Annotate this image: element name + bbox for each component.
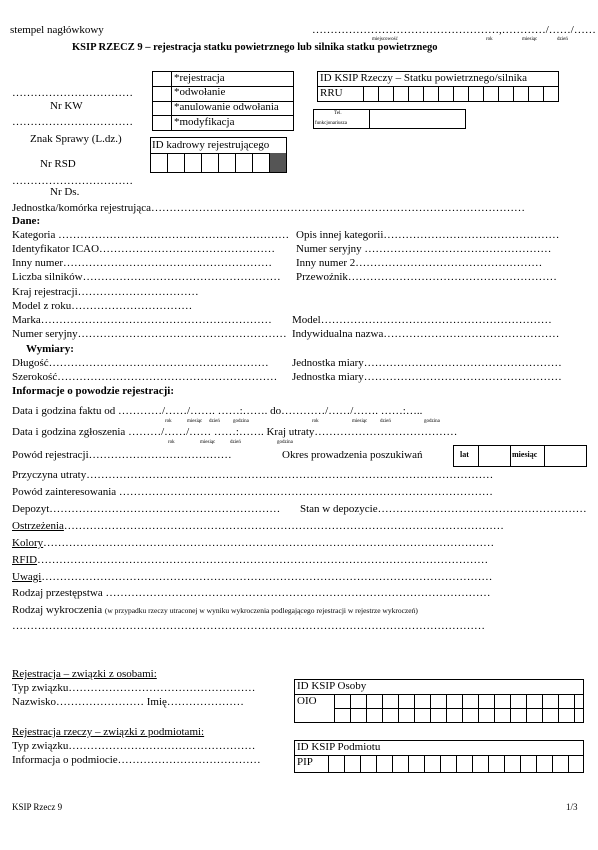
field-uwagi[interactable]: Uwagi…………………………………………………………………………………………………………… [12,571,493,583]
lbl-fakt-godzina: godzina [233,419,249,424]
op-rejestracja[interactable]: *rejestracja [174,72,225,84]
field-jednostka-miary-2[interactable]: Jednostka miary……………………………………………… [292,371,562,383]
wymiary-heading: Wymiary: [26,343,74,355]
footer-page-number: 1/3 [566,802,578,812]
okres-lat-label: lat [460,450,469,459]
field-powod-zainteresowania[interactable]: Powód zainteresowania ………………………………………………………………………………………… [12,486,493,498]
lbl-fakt-rok-2: rok [312,419,319,424]
field-typ-zwiazku-podmiot[interactable]: Typ związku…………………………………………… [12,740,256,752]
lbl-zgl-dzien: dzień [230,440,241,445]
field-powod-rejestracji[interactable]: Powód rejestracji………………………………… [12,449,232,461]
field-stan-w-depozycie[interactable]: Stan w depozycie………………………………………………… [300,503,587,515]
field-model[interactable]: Model……………………………………………………… [292,314,552,326]
id-ksip-osoby-label: ID KSIP Osoby [297,680,367,692]
field-numer-seryjny-2[interactable]: Numer seryjny …………………………………………… [296,243,552,255]
lbl-fakt-rok: rok [165,419,172,424]
field-depozyt[interactable]: Depozyt……………………………………………………… [12,503,281,515]
place-date-dots: ……………………………………………,…………/……/…… [312,24,596,36]
oio-cells[interactable] [295,694,583,722]
jednostka-rejestrujaca[interactable]: Jednostka/komórka rejestrująca………………………………………………………………………………………… [12,202,525,214]
rsd-label: Nr RSD [40,158,76,170]
podmioty-heading: Rejestracja rzeczy – związki z podmiotami: [12,726,205,738]
header-stamp: stempel nagłówkowy [10,24,104,36]
okres-miesiac-label: miesiąc [512,450,538,459]
field-rodzaj-wykroczenia[interactable]: Rodzaj wykroczenia (w przypadku rzeczy utraconej w wyniku wykroczenia podlegającego rejestracji w rejestrze wykroczeń) [12,604,418,616]
label-month: miesiąc [522,37,538,42]
field-data-zgloszenia[interactable]: Data i godzina zgłoszenia ………/……/…… ……:……. Kraj utraty………………………………… [12,426,458,438]
field-przyczyna-utraty[interactable]: Przyczyna utraty………………………………………………………………………………………………… [12,469,494,481]
field-inny-numer-2[interactable]: Inny numer 2…………………………………………… [296,257,543,269]
lbl-fakt-miesiac: miesiąc [187,419,203,424]
rsd-dots: …………………………… [12,175,133,187]
kw-dots-2: …………………………… [12,116,133,128]
op-anulowanie[interactable]: *anulowanie odwołania [174,101,279,113]
tel-label: Tel. [334,111,342,116]
label-day: dzień [557,37,568,42]
field-kraj-rejestracji[interactable]: Kraj rejestracji…………………………… [12,286,199,298]
wykroczenia-dots[interactable]: ………………………………………………………………………………………………………………… [12,620,485,632]
okres-poszukiwan-label: Okres prowadzenia poszukiwań [282,449,423,461]
field-dlugosc[interactable]: Długość…………………………………………………… [12,357,269,369]
tel-input[interactable] [370,112,464,126]
oio-label: OIO [297,695,317,707]
lbl-zgl-miesiac: miesiąc [200,440,216,445]
id-ksip-rzeczy-label: ID KSIP Rzeczy – Statku powietrznego/silnika [320,72,528,84]
rru-label: RRU [320,87,343,99]
field-inny-numer[interactable]: Inny numer………………………………………………… [12,257,273,269]
footer-form-name: KSIP Rzecz 9 [12,802,63,812]
field-indywidualna-nazwa[interactable]: Indywidualna nazwa………………………………………… [292,328,560,340]
label-year: rok [486,37,493,42]
znak-sprawy-label: Znak Sprawy (L.dz.) [30,133,122,145]
rru-cells[interactable] [318,86,558,101]
lbl-zgl-godzina: godzina [277,440,293,445]
pip-label: PIP [297,756,313,768]
lbl-fakt-miesiac-2: miesiąc [352,419,368,424]
field-nazwisko-imie[interactable]: Nazwisko…………………… Imię………………… [12,696,244,708]
id-ksip-podmiotu-label: ID KSIP Podmiotu [297,741,381,753]
pip-cells[interactable] [295,755,583,772]
field-ostrzezenia[interactable]: Ostrzeżenia………………………………………………………………………………………………………… [12,520,504,532]
field-przewoznik[interactable]: Przewoźnik………………………………………………… [296,271,557,283]
field-numer-seryjny[interactable]: Numer seryjny………………………………………………… [12,328,287,340]
field-icao[interactable]: Identyfikator ICAO………………………………………… [12,243,276,255]
lbl-fakt-dzien: dzień [209,419,220,424]
lbl-fakt-godzina-2: godzina [424,419,440,424]
id-kadrowy-cells[interactable] [151,153,286,172]
field-kolory[interactable]: Kolory…………………………………………………………………………………………………………… [12,537,495,549]
op-modyfikacja[interactable]: *modyfikacja [174,116,235,128]
id-kadrowy-label: ID kadrowy rejestrującego [152,139,270,151]
label-place: miejscowość [372,37,398,42]
field-informacja-o-podmiocie[interactable]: Informacja o podmiocie………………………………… [12,754,261,766]
tel-label-2: funkcjonariusza [315,121,347,126]
page-title: KSIP RZECZ 9 – rejestracja statku powietrznego lub silnika statku powietrznego [72,42,438,53]
op-odwolanie[interactable]: *odwołanie [174,86,226,98]
osoby-heading: Rejestracja – związki z osobami: [12,668,157,680]
field-opis-innej-kategorii[interactable]: Opis innej kategorii………………………………………… [296,229,560,241]
field-model-z-roku[interactable]: Model z roku…………………………… [12,300,193,312]
field-typ-zwiazku-osoby[interactable]: Typ związku…………………………………………… [12,682,256,694]
kw-dots: …………………………… [12,87,133,99]
ds-label: Nr Ds. [50,186,80,198]
field-rfid[interactable]: RFID…………………………………………………………………………………………………………… [12,554,489,566]
field-jednostka-miary-1[interactable]: Jednostka miary……………………………………………… [292,357,562,369]
field-liczba-silnikow[interactable]: Liczba silników……………………………………………… [12,271,281,283]
field-kategoria[interactable]: Kategoria ……………………………………………………… [12,229,290,241]
powod-heading: Informacje o powodzie rejestracji: [12,385,174,397]
field-data-faktu[interactable]: Data i godzina faktu od …………/……/……. ……:……. do…………/……/……. ……:….. [12,405,423,417]
lbl-fakt-dzien-2: dzień [380,419,391,424]
lbl-zgl-rok: rok [168,440,175,445]
field-szerokosc[interactable]: Szerokość…………………………………………………… [12,371,278,383]
dane-heading: Dane: [12,215,41,227]
field-marka[interactable]: Marka……………………………………………………… [12,314,272,326]
kw-label: Nr KW [50,100,83,112]
field-rodzaj-przestepstwa[interactable]: Rodzaj przestępstwa …………………………………………………………………………………………… [12,587,491,599]
